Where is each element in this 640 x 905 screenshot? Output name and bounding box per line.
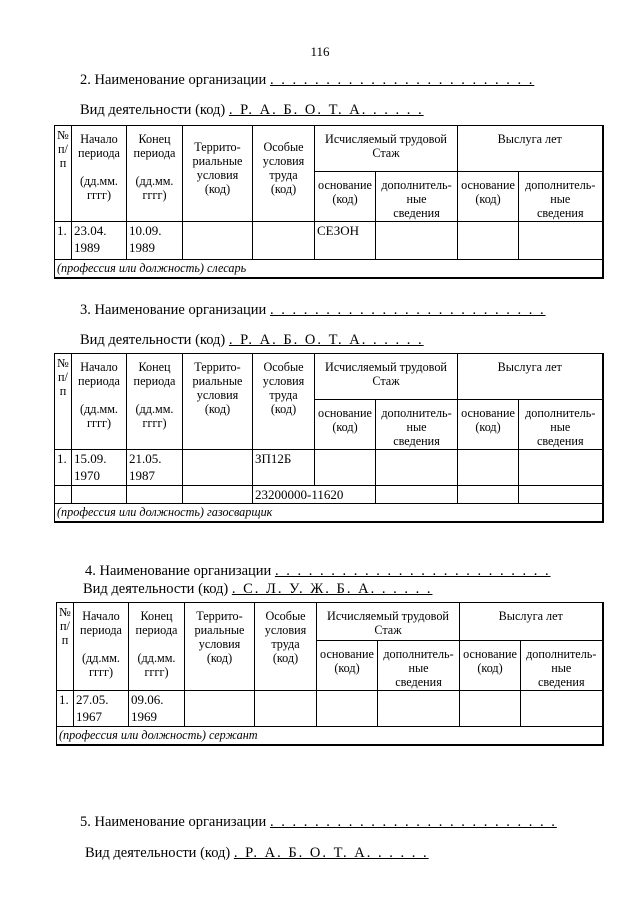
activity-value: . Р. А. Б. О. Т. А. . . . . .: [228, 332, 424, 348]
header-vysluga: Выслуга лет: [458, 126, 603, 172]
header-stazh: Исчисляемый трудовой Стаж: [315, 126, 458, 172]
header-num: № п/ п: [55, 354, 72, 450]
header-territorial: Террито- риальные условия (код): [185, 603, 255, 691]
activity-value: . Р. А. Б. О. Т. А. . . . . .: [228, 102, 424, 118]
cell-territorial: [185, 691, 255, 727]
org-name-label: 4. Наименование организации: [85, 563, 272, 579]
header-vysluga-basis: основание (код): [458, 400, 519, 450]
header-start: Начало периода (дд.мм. гггг): [72, 354, 127, 450]
header-special: Особые условия труда (код): [253, 354, 315, 450]
table-row: [55, 486, 603, 504]
profession-line: (профессия или должность) сержант: [57, 727, 603, 745]
cell-vysluga-extra: [519, 222, 603, 260]
org-name-value: . . . . . . . . . . . . . . . . . . . . . . . .: [269, 72, 535, 88]
cell-special: ЗП12Б: [253, 450, 315, 486]
header-num: № п/ п: [55, 126, 72, 222]
activity-label: Вид деятельности (код): [83, 581, 229, 597]
header-end: Конец периода (дд.мм. гггг): [129, 603, 185, 691]
cell-num: 1.: [55, 222, 72, 260]
header-stazh-extra: дополнитель- ные сведения: [378, 641, 460, 691]
table-row: [57, 691, 603, 727]
header-vysluga-extra: дополнитель- ные сведения: [519, 400, 603, 450]
org-name-label: 3. Наименование организации: [80, 302, 267, 318]
activity-line-2: [80, 102, 424, 119]
cell-end: 09.06. 1969: [129, 691, 185, 727]
cell-stazh-basis: СЕЗОН: [315, 222, 376, 260]
cell-end: 10.09. 1989: [127, 222, 183, 260]
profession-line: (профессия или должность) слесарь: [55, 260, 603, 278]
page-number: 116: [310, 44, 330, 59]
header-num: № п/ п: [57, 603, 74, 691]
org-name-label: 2. Наименование организации: [80, 72, 267, 88]
cell-start: 23.04. 1989: [72, 222, 127, 260]
cell-num: 1.: [57, 691, 74, 727]
org-name-line-5: [80, 814, 557, 831]
org-name-value: . . . . . . . . . . . . . . . . . . . . . . . . . .: [269, 814, 557, 830]
cell-start: 27.05. 1967: [74, 691, 129, 727]
cell-special: [255, 691, 317, 727]
table-row: [55, 450, 603, 486]
table-row: [55, 222, 603, 260]
header-end: Конец периода (дд.мм. гггг): [127, 126, 183, 222]
activity-label: Вид деятельности (код): [80, 332, 226, 348]
cell-num: 1.: [55, 450, 72, 486]
cell-end: 21.05. 1987: [127, 450, 183, 486]
header-stazh-extra: дополнитель- ные сведения: [376, 400, 458, 450]
header-territorial: Террито- риальные условия (код): [183, 354, 253, 450]
activity-value: . С. Л. У. Ж. Б. А. . . . . .: [231, 581, 433, 597]
header-stazh-basis: основание (код): [315, 400, 376, 450]
activity-label: Вид деятельности (код): [80, 102, 226, 118]
header-special: Особые условия труда (код): [253, 126, 315, 222]
cell-vysluga-extra: [521, 691, 603, 727]
header-vysluga-extra: дополнитель- ные сведения: [519, 172, 603, 222]
work-history-table-4: [56, 602, 604, 746]
cell-territorial: [183, 450, 253, 486]
cell-stazh-basis: [317, 691, 378, 727]
header-vysluga: Выслуга лет: [460, 603, 603, 641]
cell-special-code: 23200000-11620: [253, 486, 376, 504]
header-stazh-basis: основание (код): [315, 172, 376, 222]
header-stazh-basis: основание (код): [317, 641, 378, 691]
cell-stazh-extra: [376, 450, 458, 486]
header-territorial: Террито- риальные условия (код): [183, 126, 253, 222]
org-name-value: . . . . . . . . . . . . . . . . . . . . . . . . .: [269, 302, 546, 318]
header-start: Начало периода (дд.мм. гггг): [74, 603, 129, 691]
org-name-line-2: [80, 72, 534, 89]
org-name-value: . . . . . . . . . . . . . . . . . . . . . . . . .: [274, 563, 551, 579]
cell-stazh-basis: [315, 450, 376, 486]
activity-line-4: [83, 581, 432, 598]
cell-vysluga-basis: [460, 691, 521, 727]
work-history-table-2: [54, 125, 604, 279]
org-name-label: 5. Наименование организации: [80, 814, 267, 830]
header-vysluga: Выслуга лет: [458, 354, 603, 400]
cell-vysluga-basis: [458, 450, 519, 486]
activity-value: . Р. А. Б. О. Т. А. . . . . .: [233, 845, 429, 861]
cell-special: [253, 222, 315, 260]
cell-stazh-extra: [378, 691, 460, 727]
header-vysluga-extra: дополнитель- ные сведения: [521, 641, 603, 691]
header-start: Начало периода (дд.мм. гггг): [72, 126, 127, 222]
cell-vysluga-extra: [519, 450, 603, 486]
activity-line-3: [80, 332, 424, 349]
cell-vysluga-basis: [458, 222, 519, 260]
activity-line-5: [85, 845, 429, 862]
org-name-line-3: [80, 302, 546, 319]
header-end: Конец периода (дд.мм. гггг): [127, 354, 183, 450]
header-vysluga-basis: основание (код): [458, 172, 519, 222]
header-vysluga-basis: основание (код): [460, 641, 521, 691]
cell-stazh-extra: [376, 222, 458, 260]
work-history-table-3: [54, 353, 604, 523]
activity-label: Вид деятельности (код): [85, 845, 231, 861]
header-stazh: Исчисляемый трудовой Стаж: [315, 354, 458, 400]
header-stazh: Исчисляемый трудовой Стаж: [317, 603, 460, 641]
cell-territorial: [183, 222, 253, 260]
profession-line: (профессия или должность) газосварщик: [55, 504, 603, 522]
cell-start: 15.09. 1970: [72, 450, 127, 486]
org-name-line-4: [85, 563, 551, 580]
header-special: Особые условия труда (код): [255, 603, 317, 691]
header-stazh-extra: дополнитель- ные сведения: [376, 172, 458, 222]
